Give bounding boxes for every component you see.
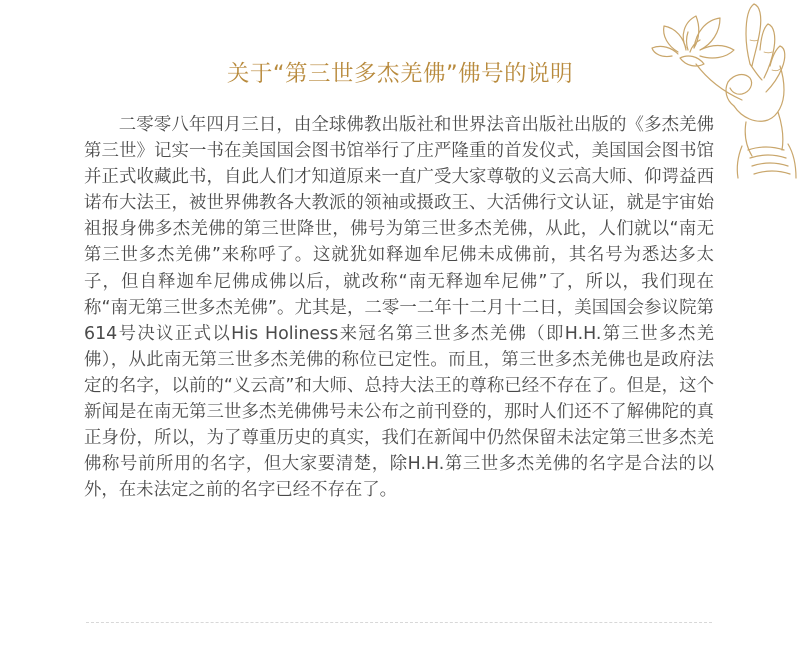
article-paragraph: 二零零八年四月三日，由全球佛教出版社和世界法音出版社出版的《多杰羌佛第三世》记实一书在美国国会图书馆举行了庄严隆重的首发仪式，美国国会图书馆并正式收藏此书，自此人们才知道原来一直广受大家尊敬的义云高大师、仰谔益西诺布大法王，被世界佛教各大教派的领袖或摄政王、大活佛行文认证，就是宇宙始祖报身佛多杰羌佛的第三世降世，佛号为第三世多杰羌佛，从此，人们就以“南无第三世多杰羌佛”来称呼了。这就犹如释迦牟尼佛未成佛前，其名号为悉达多太子，但自释迦牟尼佛成佛以后，就改称“南无释迦牟尼佛”了，所以，我们现在称“南无第三世多杰羌佛”。尤其是，二零一二年十二月十二日，美国国会参议院第614号决议正式以His Holiness来冠名第三世多杰羌佛（即H.H.第三世多杰羌佛），从此南无第三世多杰羌佛的称位已定性。而且，第三世多杰羌佛也是政府法定的名字，以前的“义云高”和大师、总持大法王的尊称已经不存在了。但是，这个新闻是在南无第三世多杰羌佛佛号未公布之前刊登的，那时人们还不了解佛陀的真正身份，所以，为了尊重历史的真实，我们在新闻中仍然保留未法定第三世多杰羌佛称号前所用的名字，但大家要清楚，除H.H.第三世多杰羌佛的名字是合法的以外，在未法定之前的名字已经不存在了。: [84, 115, 714, 501]
article-title: 关于“第三世多杰羌佛”佛号的说明: [226, 61, 574, 87]
bottom-divider: [86, 622, 712, 623]
